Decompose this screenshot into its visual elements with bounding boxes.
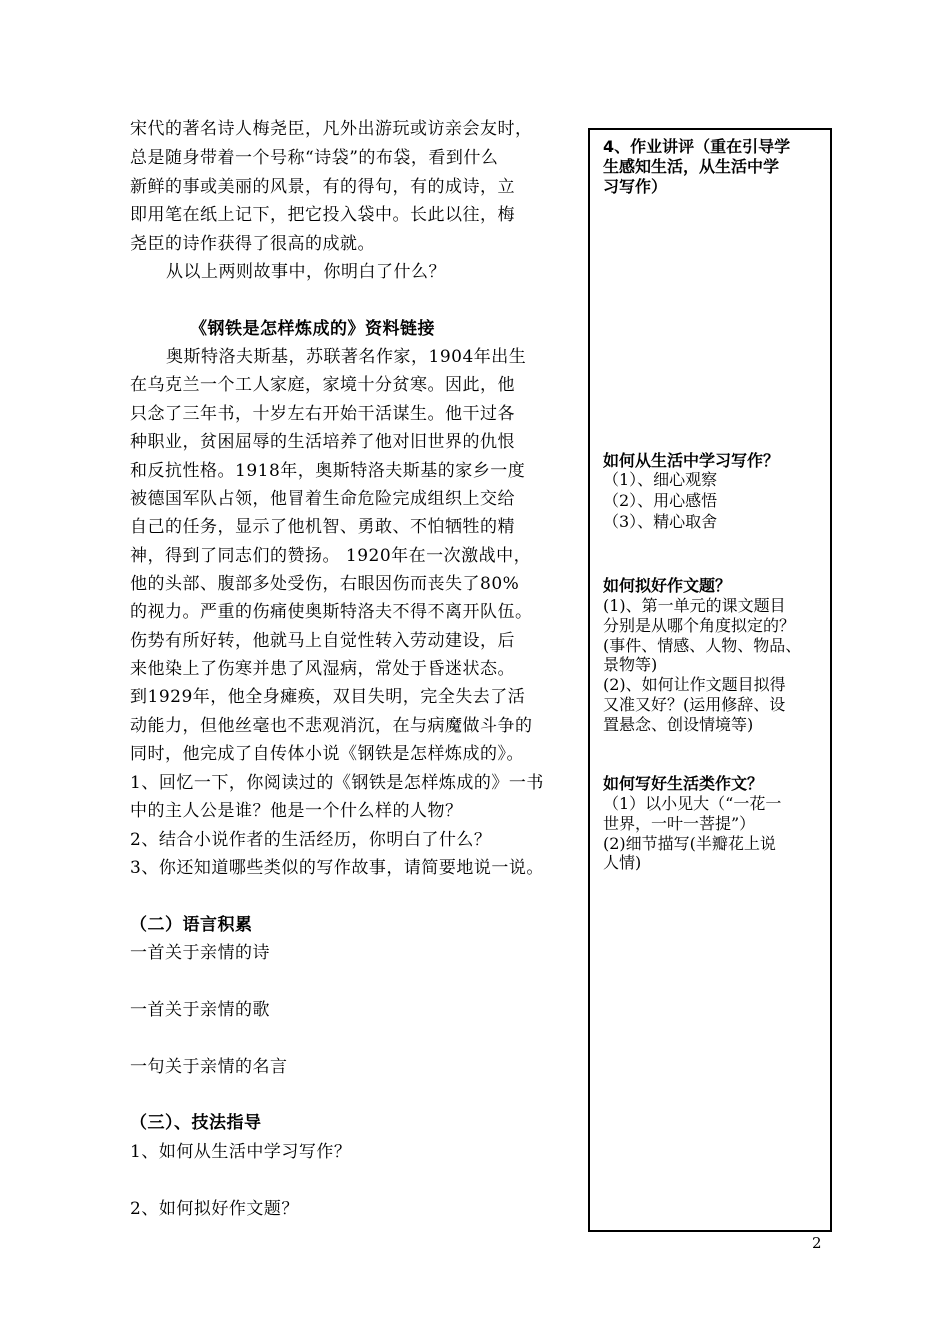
question-line: 中的主人公是谁？他是一个什么样的人物？	[130, 801, 463, 821]
box-title-line: 习写作）	[603, 177, 668, 196]
section2-item: 一首关于亲情的诗	[130, 943, 270, 963]
section3-title: （三）、技法指导	[130, 1113, 262, 1133]
box-q2-line: 景物等)	[603, 655, 658, 674]
box-q1-item: （3）、精心取舍	[603, 512, 718, 531]
box-q3-title: 如何写好生活类作文？	[603, 774, 764, 793]
link-title: 《钢铁是怎样炼成的》资料链接	[190, 319, 435, 339]
box-q3-line: （1）以小见大（“一花一	[603, 794, 782, 813]
box-q3-line: (2)细节描写(半瓣花上说	[603, 834, 776, 853]
section3-item: 1、如何从生活中学习写作？	[130, 1142, 352, 1162]
bio-line: 奥斯特洛夫斯基，苏联著名作家，1904年出生	[166, 347, 527, 367]
box-q2-line: (2)、如何让作文题目拟得	[603, 675, 786, 694]
story-line: 即用笔在纸上记下，把它投入袋中。长此以往，梅	[130, 205, 515, 225]
box-q2-line: 分别是从哪个角度拟定的？	[603, 616, 796, 635]
bio-line: 种职业，贫困屈辱的生活培养了他对旧世界的仇恨	[130, 432, 515, 452]
box-q2-line: 置悬念、创设情境等)	[603, 715, 754, 734]
bio-line: 神，得到了同志们的赞扬。 1920年在一次激战中，	[130, 546, 532, 566]
bio-line: 被德国军队占领，他冒着生命危险完成组织上交给	[130, 489, 515, 509]
box-q2-line: (1)、第一单元的课文题目	[603, 596, 786, 615]
bio-line: 伤势有所好转，他就马上自觉性转入劳动建设，后	[130, 631, 515, 651]
box-q1-item: （2）、用心感悟	[603, 491, 718, 510]
question-line: 2、结合小说作者的生活经历，你明白了什么？	[130, 830, 492, 850]
question-line: 1、回忆一下，你阅读过的《钢铁是怎样炼成的》一书	[130, 773, 544, 793]
bio-line: 来他染上了伤寒并患了风湿病，常处于昏迷状态。	[130, 659, 515, 679]
box-q2-line: 又准又好？(运用修辞、设	[603, 695, 786, 714]
story-line: 尧臣的诗作获得了很高的成就。	[130, 234, 375, 254]
box-title-line: 4、作业讲评（重在引导学	[603, 137, 791, 156]
section2-item: 一句关于亲情的名言	[130, 1057, 288, 1077]
story-line: 宋代的著名诗人梅尧臣，凡外出游玩或访亲会友时，	[130, 119, 533, 139]
question-line: 3、你还知道哪些类似的写作故事，请简要地说一说。	[130, 858, 544, 878]
page-number: 2	[812, 1234, 822, 1252]
bio-line: 同时，他完成了自传体小说《钢铁是怎样炼成的》。	[130, 744, 524, 764]
box-title-line: 生感知生活，从生活中学	[603, 157, 780, 176]
story-line: 新鲜的事或美丽的风景，有的得句，有的成诗，立	[130, 177, 515, 197]
story-line: 总是随身带着一个号称“诗袋”的布袋，看到什么	[130, 148, 499, 168]
section3-item: 2、如何拟好作文题？	[130, 1199, 299, 1219]
box-q3-line: 世界，一叶一菩提”）	[603, 814, 756, 833]
box-q2-title: 如何拟好作文题？	[603, 576, 732, 595]
box-q1-item: （1）、细心观察	[603, 470, 718, 489]
question-two-stories: 从以上两则故事中，你明白了什么？	[166, 262, 446, 282]
box-q1-title: 如何从生活中学习写作？	[603, 451, 780, 470]
section2-title: （二）语言积累	[130, 915, 253, 935]
bio-line: 在乌克兰一个工人家庭，家境十分贫寒。因此，他	[130, 375, 515, 395]
bio-line: 到1929年，他全身瘫痪，双目失明，完全失去了活	[130, 687, 526, 707]
bio-line: 和反抗性格。1918年，奥斯特洛夫斯基的家乡一度	[130, 461, 526, 481]
box-q2-line: (事件、情感、人物、物品、	[603, 636, 802, 655]
bio-line: 自己的任务，显示了他机智、勇敢、不怕牺牲的精	[130, 517, 515, 537]
bio-line: 的视力。严重的伤痛使奥斯特洛夫不得不离开队伍。	[130, 602, 533, 622]
box-q3-line: 人情)	[603, 853, 642, 872]
bio-line: 只念了三年书，十岁左右开始干活谋生。他干过各	[130, 404, 515, 424]
bio-line: 他的头部、腹部多处受伤，右眼因伤而丧失了80%	[130, 574, 520, 594]
section2-item: 一首关于亲情的歌	[130, 1000, 270, 1020]
bio-line: 动能力，但他丝毫也不悲观消沉，在与病魔做斗争的	[130, 716, 533, 736]
